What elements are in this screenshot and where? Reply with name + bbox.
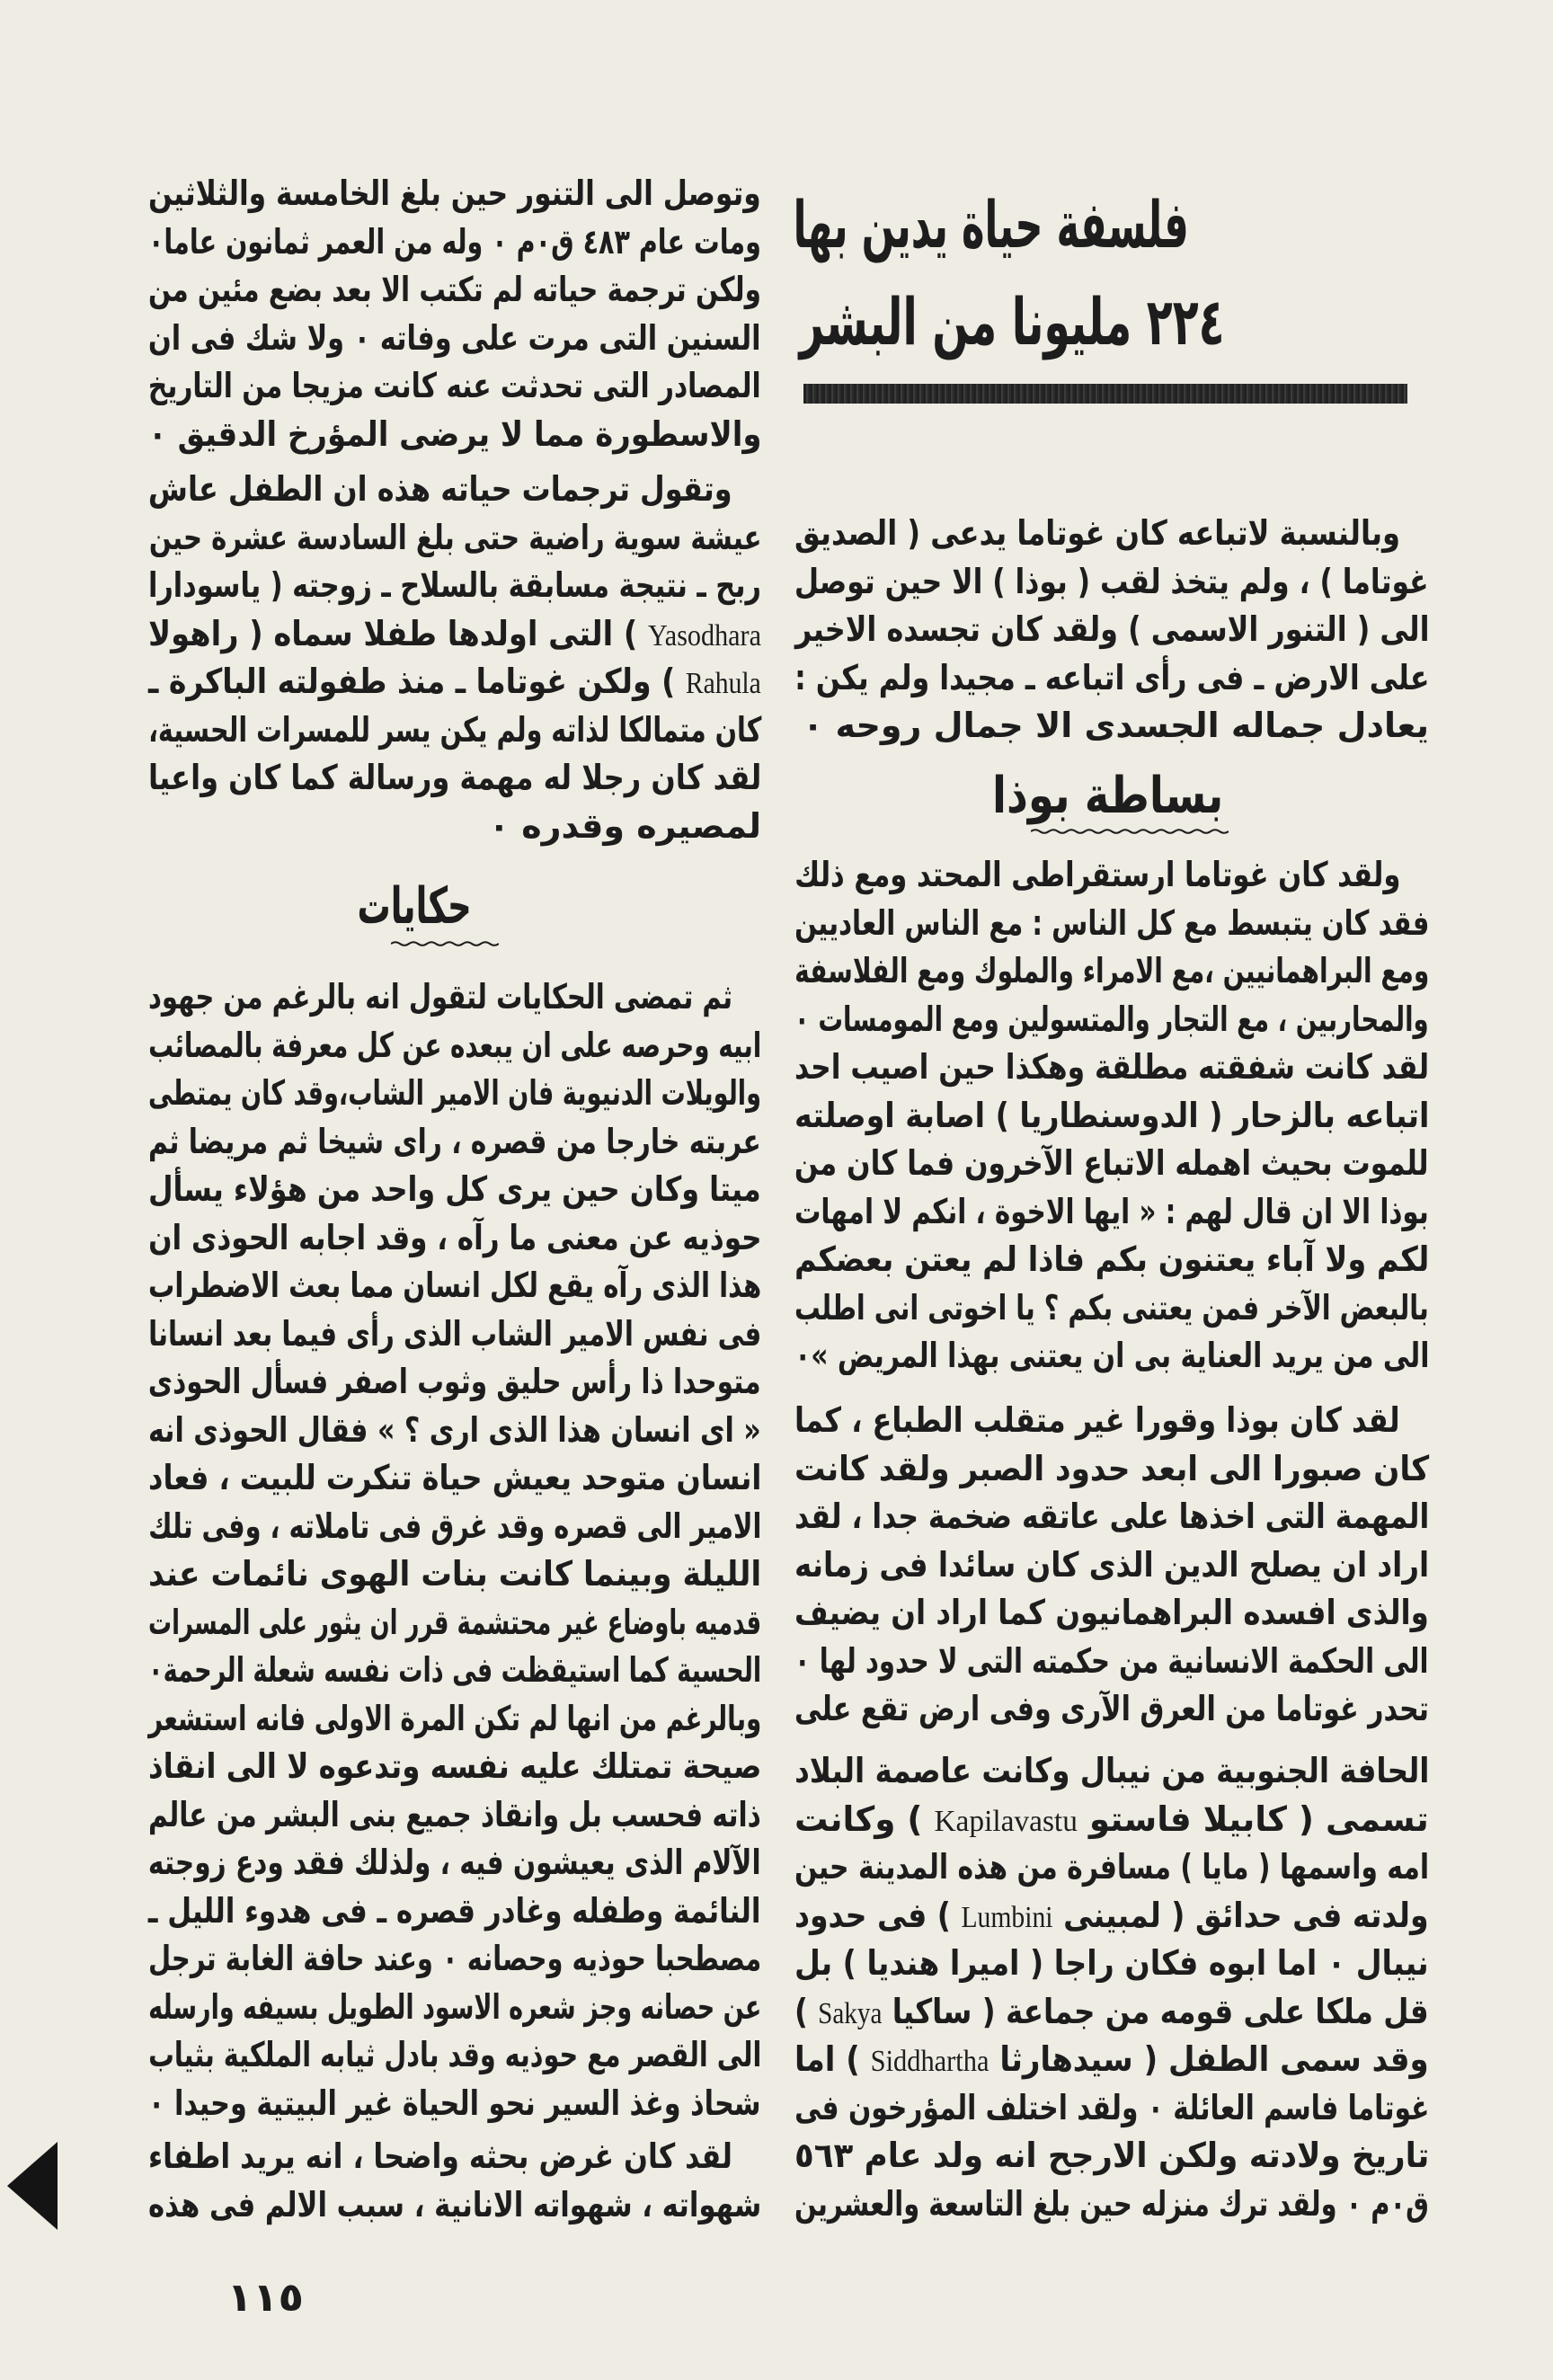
page-number — [226, 2274, 304, 2322]
text-line — [148, 1407, 761, 1455]
text-line-text: وقد سمى الطفل ( سيدهارثا Siddhartha ) اما — [794, 2039, 1429, 2079]
text-line-text: ربح ـ نتيجة مسابقة بالسلاح ـ زوجته ( ياسودارا — [148, 565, 761, 605]
text-line — [148, 2133, 761, 2181]
left-triangle-icon — [0, 2135, 63, 2235]
title-line-2-text: ٢٢٤ مليونا من البشر — [799, 284, 1225, 360]
text-line — [794, 1140, 1429, 1188]
text-line-text: تاريخ ولادته ولكن الارجح انه ولد عام ٥٦٣ — [794, 2136, 1429, 2175]
text-line-text: قل ملكا على قومه من جماعة ( ساكيا Sakya ) — [794, 1991, 1429, 2031]
text-line — [794, 1493, 1429, 1541]
text-line-text: الحسية كما استيقظت فى ذات نفسه شعلة الرحمة٠ — [147, 1650, 762, 1690]
text-line-text: تحدر غوتاما من العرق الآرى وفى ارض تقع على — [794, 1689, 1429, 1728]
text-line-text: عربته خارجا من قصره ، راى شيخا ثم مريضا ثم — [148, 1121, 761, 1161]
text-line — [794, 1445, 1429, 1494]
left-paragraph-3 — [148, 973, 761, 2127]
text-line-text: فى نفس الامير الشاب الذى رأى فيما بعد انسانا — [147, 1313, 761, 1354]
text-line — [794, 1397, 1429, 1445]
text-line-text: الليلة وبينما كانت بنات الهوى نائمات عند — [147, 1554, 761, 1594]
text-line-text: وبالرغم من انها لم تكن المرة الاولى فانه استشعر — [147, 1698, 761, 1738]
text-line-text: عن حصانه وجز شعره الاسود الطويل بسيفه وارسله — [147, 1986, 761, 2027]
text-line-text: قدميه باوضاع غير محتشمة قرر ان يثور على المسرات — [147, 1602, 761, 1642]
text-line-text: لكم ولا آباء يعتنون بكم فاذا لم يعتن بعضكم — [794, 1239, 1429, 1279]
text-line — [148, 658, 761, 706]
text-line-text: الى من يريد العناية بى ان يعتنى بهذا المريض »٠ — [794, 1336, 1429, 1375]
title-rule-bar — [803, 384, 1407, 404]
text-line-text: لمصيره وقدره ٠ — [488, 805, 761, 846]
text-line — [794, 1284, 1429, 1333]
text-line — [148, 1647, 761, 1695]
text-line-text: هذا الذى رآه يقع لكل انسان مما بعث الاضطراب — [147, 1265, 761, 1305]
text-line — [148, 514, 761, 563]
text-line — [148, 170, 761, 218]
text-line-text: لقد كان رجلا له مهمة ورسالة كما كان واعيا — [147, 758, 761, 797]
text-line-text: ذاته فحسب بل وانقاذ جميع بنى البشر من عالم — [148, 1794, 761, 1834]
text-line-text: Rahula ) ولكن غوتاما ـ منذ طفولته الباكرة ـ — [148, 662, 761, 701]
text-line — [148, 315, 761, 363]
text-line — [148, 1935, 761, 1984]
text-line-text: والمحاربين ، مع التجار والمتسولين ومع المومسات ٠ — [794, 999, 1429, 1039]
text-line — [148, 1118, 761, 1167]
text-line-text: الآلام الذى يعيشون فيه ، ولذلك فقد ودع زوجته — [148, 1843, 761, 1882]
text-line — [794, 1638, 1429, 1686]
text-line — [148, 754, 761, 803]
text-line — [794, 1796, 1429, 1844]
text-line — [148, 2080, 761, 2128]
text-line — [794, 558, 1429, 607]
heading-wavy-underline — [1031, 822, 1229, 840]
text-line — [148, 1695, 761, 1744]
text-line — [794, 1843, 1429, 1892]
latin-term: Lumbini — [961, 1900, 1053, 1934]
section-heading-text: بساطة بوذا — [991, 767, 1223, 825]
text-line — [148, 411, 761, 459]
text-line — [794, 1043, 1429, 1092]
text-line — [148, 803, 761, 851]
left-paragraph-4 — [148, 2133, 761, 2229]
text-line-text: Yasodhara ) التى اولدها طفلا سماه ( راهولا — [148, 613, 761, 653]
text-line-text: لقد كان غرض بحثه واضحا ، انه يريد اطفاء — [148, 2136, 732, 2176]
heading-wavy-underline — [391, 935, 499, 953]
text-line — [148, 1310, 761, 1359]
text-line — [794, 1988, 1429, 2037]
text-line — [794, 1747, 1429, 1796]
text-line-text: الى الحكمة الانسانية من حكمته التى لا حدود لها ٠ — [794, 1640, 1429, 1681]
text-line — [148, 1791, 761, 1840]
text-line — [148, 1454, 761, 1503]
text-line-text: شحاذ وغذ السير نحو الحياة غير البيتية وحيدا ٠ — [148, 2082, 761, 2123]
page-number-text: ١١٥ — [226, 2275, 304, 2321]
text-line-text: كان متمالكا لذاته ولم يكن يسر للمسرات الحسية، — [147, 709, 761, 750]
latin-term: Rahula — [686, 667, 761, 700]
text-line — [148, 1070, 761, 1118]
text-line-text: الى ( التنور الاسمى ) ولقد كان تجسده الاخير — [794, 609, 1429, 649]
text-line — [794, 1332, 1429, 1381]
title-line-2 — [799, 273, 1336, 370]
text-line-text: المصادر التى تحدثت عنه كانت مزيجا من التاريخ — [148, 366, 761, 405]
latin-term: Sakya — [818, 1996, 883, 2030]
text-line — [148, 1550, 761, 1599]
text-line-text: شهواته ، شهواته الانانية ، سبب الالم فى هذه — [147, 2184, 761, 2225]
text-line — [794, 1541, 1429, 1590]
text-line-text: بالبعض الآخر فمن يعتنى بكم ؟ يا اخوتى انى اطلب — [794, 1287, 1429, 1328]
text-line-text: ثم تمضى الحكايات لتقول انه بالرغم من جهود — [147, 977, 732, 1017]
text-line-text: بوذا الا ان قال لهم : « ايها الاخوة ، انكم لا امهات — [794, 1191, 1429, 1231]
text-line — [794, 2036, 1429, 2084]
text-line-text: مصطحبا حوذيه وحصانه ٠ وعند حافة الغابة ترجل — [147, 1939, 761, 1978]
text-line — [148, 1887, 761, 1936]
latin-term: Kapilavastu — [934, 1804, 1078, 1838]
text-line — [794, 2084, 1429, 2133]
text-line-text: غوتاما ) ، ولم يتخذ لقب ( بوذا ) الا حين توصل — [794, 561, 1429, 601]
text-line-text: لقد كانت شفقته مطلقة وهكذا حين اصيب احد — [794, 1047, 1429, 1087]
section-heading-tales — [357, 871, 501, 943]
text-line — [794, 996, 1429, 1044]
title-line-1-text: فلسفة حياة يدين بها — [793, 187, 1189, 262]
text-line-text: امه واسمها ( مايا ) مسافرة من هذه المدينة حين — [794, 1847, 1429, 1887]
text-line-text: على الارض ـ فى رأى اتباعه ـ مجيدا ولم يكن : — [794, 657, 1429, 697]
text-line-text: اراد ان يصلح الدين الذى كان سائدا فى زمانه — [794, 1544, 1429, 1585]
text-line-text: لقد كان بوذا وقورا غير متقلب الطباع ، كما — [794, 1400, 1400, 1440]
text-line — [148, 562, 761, 610]
text-line — [794, 2180, 1429, 2229]
text-line-text: « اى انسان هذا الذى ارى ؟ » فقال الحوذى انه — [148, 1409, 761, 1450]
text-line-text: تسمى ( كابيلا فاستو Kapilavastu ) وكانت — [794, 1798, 1429, 1839]
text-line-text: والويلات الدنيوية فان الامير الشاب،وقد كان يمتطى — [148, 1073, 761, 1113]
text-line-text: انسان متوحد يعيش حياة تنكرت للبيت ، فعاد — [147, 1458, 761, 1497]
right-paragraph-3 — [794, 1397, 1429, 1734]
text-line — [148, 1262, 761, 1310]
right-paragraph-1 — [794, 510, 1429, 750]
text-line — [148, 266, 761, 315]
text-line-text: السنين التى مرت على وفاته ٠ ولا شك فى ان — [148, 317, 761, 358]
text-line — [148, 1214, 761, 1263]
text-line — [794, 1589, 1429, 1638]
text-line-text: المهمة التى اخذها على عاتقه ضخمة جدا ، لقد — [794, 1496, 1429, 1536]
text-line — [794, 1236, 1429, 1284]
section-heading-text: حكايات — [357, 877, 472, 936]
text-line — [148, 1166, 761, 1214]
text-line — [148, 1599, 761, 1647]
text-line — [148, 973, 761, 1022]
section-heading-buddha-simplicity — [991, 760, 1247, 832]
text-line-text: النائمة وطفله وغادر قصره ـ فى هدوء الليل ـ — [148, 1890, 761, 1931]
text-line-text: ولكن ترجمة حياته لم تكتب الا بعد بضع مئين من — [148, 270, 761, 309]
latin-term: Siddhartha — [870, 2045, 989, 2078]
text-line — [794, 606, 1429, 654]
text-line-text: الى القصر مع حوذيه وقد بادل ثيابه الملكية بثياب — [147, 2035, 761, 2074]
left-paragraph-2 — [148, 466, 761, 850]
text-line — [794, 654, 1429, 703]
text-line — [794, 1092, 1429, 1141]
text-line — [794, 1892, 1429, 1940]
text-line-text: وتقول ترجمات حياته هذه ان الطفل عاش — [148, 469, 732, 509]
text-line-text: عيشة سوية راضية حتى بلغ السادسة عشرة حين — [148, 517, 761, 557]
text-line — [148, 1839, 761, 1887]
text-line-text: نيبال ٠ اما ابوه فكان راجا ( اميرا هنديا ) بل — [794, 1943, 1429, 1983]
text-line — [148, 1358, 761, 1407]
text-line — [148, 1743, 761, 1791]
text-line-text: الحافة الجنوبية من نيبال وكانت عاصمة البلاد — [794, 1751, 1429, 1790]
right-paragraph-2 — [794, 851, 1429, 1381]
text-line — [794, 510, 1429, 558]
text-line — [148, 2181, 761, 2230]
text-line-text: اتباعه بالزحار ( الدوسنطاريا ) اصابة اوصلته — [794, 1095, 1429, 1135]
right-paragraph-3-continued — [794, 1747, 1429, 2228]
text-line-text: حوذيه عن معنى ما رآه ، وقد اجابه الحوذى ان — [147, 1217, 761, 1257]
text-line — [794, 2132, 1429, 2180]
text-line-text: صيحة تمتلك عليه نفسه وتدعوه لا الى انقاذ — [147, 1746, 761, 1786]
text-line — [148, 362, 761, 411]
text-line — [794, 1188, 1429, 1237]
text-line-text: للموت بحيث اهمله الاتباع الآخرون فما كان من — [794, 1143, 1429, 1183]
text-line — [148, 218, 761, 267]
text-line-text: ولدته فى حدائق ( لمبينى Lumbini ) فى حدود — [794, 1895, 1429, 1935]
text-line-text: ومات عام ٤٨٣ ق٠م ٠ وله من العمر ثمانون عاما٠ — [148, 221, 761, 262]
text-line-text: متوحدا ذا رأس حليق وثوب اصفر فسأل الحوذى — [148, 1362, 761, 1401]
text-line — [794, 851, 1429, 900]
text-line-text: كان صبورا الى ابعد حدود الصبر ولقد كانت — [794, 1448, 1429, 1488]
text-line-text: ومع البراهمانيين ،مع الامراء والملوك ومع الفلاسفة — [794, 951, 1429, 990]
text-line-text: ق٠م ٠ ولقد ترك منزله حين بلغ التاسعة والعشرين — [794, 2183, 1429, 2224]
text-line-text: ميتا وكان حين يرى كل واحد من هؤلاء يسأل — [148, 1169, 761, 1209]
text-line — [148, 466, 761, 514]
text-line — [794, 900, 1429, 948]
text-line — [148, 1984, 761, 2032]
left-paragraph-1 — [148, 170, 761, 458]
text-line-text: الامير الى قصره وقد غرق فى تاملاته ، وفى تلك — [147, 1505, 761, 1546]
text-line — [794, 1940, 1429, 1988]
latin-term: Yasodhara — [648, 618, 761, 653]
text-line-text: ابيه وحرصه على ان يبعده عن كل معرفة بالمصائب — [147, 1025, 761, 1065]
text-line — [794, 1685, 1429, 1734]
text-line-text: غوتاما فاسم العائلة ٠ ولقد اختلف المؤرخون فى — [794, 2087, 1429, 2127]
text-line — [794, 702, 1429, 750]
text-line-text: والاسطورة مما لا يرضى المؤرخ الدقيق ٠ — [147, 413, 762, 454]
text-line — [148, 706, 761, 755]
text-line — [148, 2031, 761, 2080]
text-line — [148, 1503, 761, 1551]
text-line — [148, 610, 761, 659]
text-line-text: يعادل جماله الجسدى الا جمال روحه ٠ — [803, 706, 1429, 745]
article-title — [793, 176, 1440, 370]
title-line-1 — [793, 176, 1320, 273]
text-line — [148, 1022, 761, 1070]
text-line — [794, 947, 1429, 996]
text-line-text: وتوصل الى التنور حين بلغ الخامسة والثلاثين — [148, 173, 761, 213]
text-line-text: وبالنسبة لاتباعه كان غوتاما يدعى ( الصديق — [794, 513, 1400, 553]
text-line-text: ولقد كان غوتاما ارستقراطى المحتد ومع ذلك — [794, 855, 1400, 894]
text-line-text: والذى افسده البراهمانيون كما اراد ان يضيف — [794, 1593, 1429, 1632]
text-line-text: فقد كان يتبسط مع كل الناس : مع الناس العاديين — [794, 902, 1429, 943]
